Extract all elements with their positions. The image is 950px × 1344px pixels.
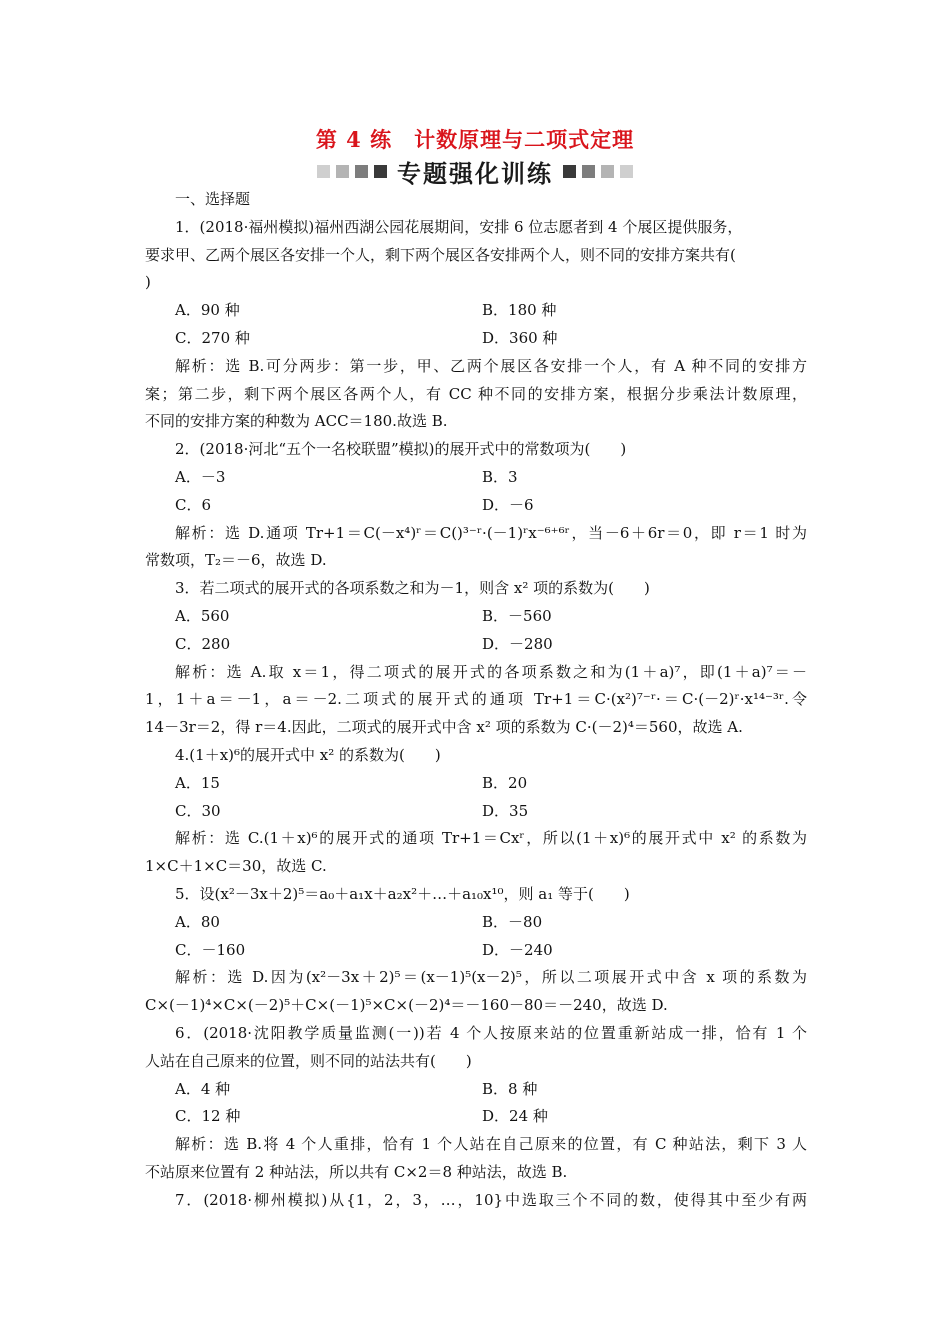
question-1-options bbox=[145, 325, 807, 353]
option-b: B．－80 bbox=[482, 912, 543, 931]
option-b: B．8 种 bbox=[482, 1079, 538, 1098]
solution-1-cont: 案；第二步，剩下两个展区各两个人，有 CC 种不同的安排方案，根据分步乘法计数原理， bbox=[145, 384, 807, 403]
square-icon bbox=[336, 165, 349, 178]
question-1-cont: 要求甲、乙两个展区各安排一个人，剩下两个展区各安排两个人，则不同的安排方案共有( bbox=[145, 245, 736, 264]
question-2-options bbox=[145, 492, 807, 520]
question-7: 7．(2018·柳州模拟)从{1，2，3，…，10}中选取三个不同的数，使得其中至少有两 bbox=[175, 1190, 807, 1209]
solution-4: 解析：选 C.(1＋x)⁶的展开式的通项 Tr+1＝Cxʳ，所以(1＋x)⁶的展开式中 x² 的系数为 bbox=[175, 829, 807, 848]
section-heading: 一、选择题 bbox=[175, 190, 251, 208]
question-4: 4.(1＋x)⁶的展开式中 x² 的系数为( ) bbox=[175, 745, 441, 764]
option-b: B．3 bbox=[482, 467, 518, 486]
section-banner bbox=[0, 156, 950, 186]
option-d: D．360 种 bbox=[482, 328, 558, 347]
question-3: 3．若二项式的展开式的各项系数之和为－1，则含 x² 项的系数为( ) bbox=[175, 579, 650, 598]
question-6-cont: 人站在自己原来的位置，则不同的站法共有( ) bbox=[145, 1051, 472, 1070]
solution-3-cont: 1，1＋a＝－1，a＝－2.二项式的展开式的通项 Tr+1＝C·(x²)⁷⁻ʳ·＝C·(－2)ʳ·x¹⁴⁻³ʳ.令 bbox=[145, 690, 807, 709]
option-b: B．180 种 bbox=[482, 301, 557, 320]
option-a: A．4 种 bbox=[175, 1079, 231, 1098]
question-2-options bbox=[145, 464, 807, 492]
solution-6: 解析：选 B.将 4 个人重排，恰有 1 个人站在自己原来的位置，有 C 种站法，剩下 3 人 bbox=[175, 1135, 807, 1154]
question-1-end: ) bbox=[145, 273, 151, 292]
question-5-options bbox=[145, 909, 807, 937]
square-icon bbox=[355, 165, 368, 178]
question-6-options bbox=[145, 1103, 807, 1131]
option-c: C．30 bbox=[175, 801, 221, 820]
option-c: C．－160 bbox=[175, 940, 246, 959]
option-b: B．－560 bbox=[482, 606, 552, 625]
solution-3: 解析：选 A.取 x＝1，得二项式的展开式的各项系数之和为(1＋a)⁷，即(1＋a)⁷＝－ bbox=[175, 662, 807, 681]
banner-right-squares bbox=[563, 165, 633, 178]
banner-left-squares bbox=[317, 165, 387, 178]
square-icon bbox=[582, 165, 595, 178]
question-1-options bbox=[145, 297, 807, 325]
square-icon bbox=[374, 165, 387, 178]
solution-5: 解析：选 D.因为(x²－3x＋2)⁵＝(x－1)⁵(x－2)⁵，所以二项展开式中含 x 项的系数为 bbox=[175, 968, 807, 987]
square-icon bbox=[620, 165, 633, 178]
solution-1: 解析：选 B.可分两步：第一步，甲、乙两个展区各安排一个人，有 A 种不同的安排方 bbox=[175, 356, 807, 375]
option-c: C．270 种 bbox=[175, 328, 250, 347]
solution-2-end: 常数项，T₂＝－6，故选 D. bbox=[145, 551, 327, 570]
question-4-options bbox=[145, 770, 807, 798]
question-5-options bbox=[145, 937, 807, 965]
square-icon bbox=[601, 165, 614, 178]
option-a: A．15 bbox=[175, 773, 220, 792]
solution-6-end: 不站原来位置有 2 种站法，所以共有 C×2＝8 种站法，故选 B. bbox=[145, 1162, 568, 1181]
option-d: D．35 bbox=[482, 801, 529, 820]
question-6-options bbox=[145, 1076, 807, 1104]
question-6: 6．(2018·沈阳教学质量监测(一))若 4 个人按原来站的位置重新站成一排，恰有 1 个 bbox=[175, 1023, 807, 1042]
question-2: 2．(2018·河北“五个一名校联盟”模拟)的展开式中的常数项为( ) bbox=[175, 440, 627, 459]
question-3-options bbox=[145, 631, 807, 659]
banner-title: 专题强化训练 bbox=[397, 159, 553, 188]
option-a: A．90 种 bbox=[175, 301, 240, 320]
option-b: B．20 bbox=[482, 773, 528, 792]
question-4-options bbox=[145, 798, 807, 826]
solution-4-end: 1×C＋1×C＝30，故选 C. bbox=[145, 857, 327, 876]
option-c: C．280 bbox=[175, 634, 231, 653]
exercise-content bbox=[145, 186, 807, 1214]
solution-5-end: C×(－1)⁴×C×(－2)⁵＋C×(－1)⁵×C×(－2)⁴＝－160－80＝－240，故选 D. bbox=[145, 996, 668, 1015]
square-icon bbox=[563, 165, 576, 178]
solution-2: 解析：选 D.通项 Tr+1＝C(－x⁴)ʳ＝C()³⁻ʳ·(－1)ʳx⁻⁶⁺⁶ʳ，当－6＋6r＝0，即 r＝1 时为 bbox=[175, 523, 807, 542]
question-1: 1．(2018·福州模拟)福州西湖公园花展期间，安排 6 位志愿者到 4 个展区提供服务， bbox=[175, 217, 743, 236]
option-a: A．－3 bbox=[175, 467, 226, 486]
option-d: D．－6 bbox=[482, 495, 534, 514]
option-c: C．12 种 bbox=[175, 1107, 241, 1126]
solution-3-end: 14－3r＝2，得 r＝4.因此，二项式的展开式中含 x² 项的系数为 C·(－2)⁴＝560，故选 A. bbox=[145, 718, 743, 737]
page-title: 第 4 练 计数原理与二项式定理 bbox=[315, 127, 635, 152]
option-d: D．－280 bbox=[482, 634, 553, 653]
question-5: 5．设(x²－3x＋2)⁵＝a₀＋a₁x＋a₂x²＋…＋a₁₀x¹⁰，则 a₁ 等于( ) bbox=[175, 884, 630, 903]
option-d: D．－240 bbox=[482, 940, 553, 959]
option-a: A．560 bbox=[175, 606, 230, 625]
option-d: D．24 种 bbox=[482, 1107, 548, 1126]
solution-1-end: 不同的安排方案的种数为 ACC＝180.故选 B. bbox=[145, 412, 448, 431]
option-a: A．80 bbox=[175, 912, 220, 931]
square-icon bbox=[317, 165, 330, 178]
option-c: C．6 bbox=[175, 495, 212, 514]
question-3-options bbox=[145, 603, 807, 631]
